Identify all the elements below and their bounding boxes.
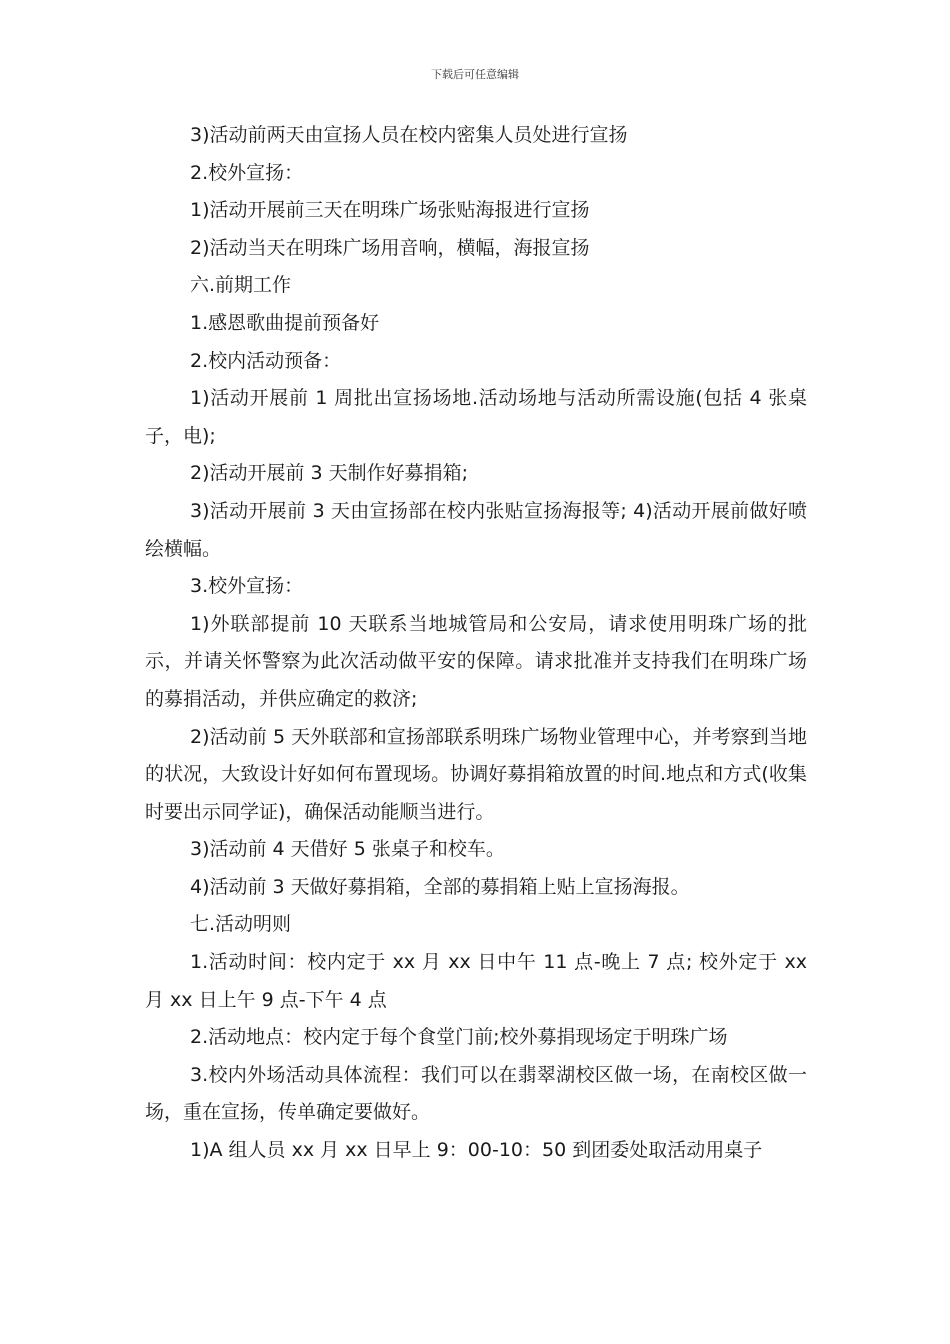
paragraph: 1)A 组人员 xx 月 xx 日早上 9：00-10：50 到团委处取活动用桌子 (190, 1139, 763, 1162)
paragraph: 1.感恩歌曲提前预备好 (190, 311, 380, 334)
paragraph: 3.校外宣扬： (190, 575, 304, 598)
paragraph: 2.活动地点：校内定于每个食堂门前;校外募捐现场定于明珠广场 (190, 1026, 728, 1049)
paragraph: 1)活动开展前 1 周批出宣扬场地.活动场地与活动所需设施(包括 4 张桌子，电); (145, 387, 807, 447)
paragraph: 3)活动开展前 3 天由宣扬部在校内张贴宣扬海报等; 4)活动开展前做好喷绘横幅。 (145, 499, 807, 560)
paragraph: 2)活动前 5 天外联部和宣扬部联系明珠广场物业管理中心，并考察到当地的状况，大致设计好如何布置现场。协调好募捐箱放置的时间.地点和方式(收集时要出示同学证)，确保活动能顺当进行。 (145, 725, 807, 823)
section-heading: 六.前期工作 (190, 274, 292, 297)
paragraph: 2.校外宣扬： (190, 161, 304, 184)
paragraph: 2)活动开展前 3 天制作好募捐箱; (190, 462, 469, 485)
paragraph: 1.活动时间：校内定于 xx 月 xx 日中午 11 点-晚上 7 点; 校外定于 xx 月 xx 日上午 9 点-下午 4 点 (145, 951, 807, 1011)
paragraph: 3)活动前两天由宣扬人员在校内密集人员处进行宣扬 (190, 124, 628, 146)
document-body (145, 117, 807, 1170)
paragraph: 1)外联部提前 10 天联系当地城管局和公安局，请求使用明珠广场的批示，并请关怀警察为此次活动做平安的保障。请求批准并支持我们在明珠广场的募捐活动，并供应确定的救济; (145, 612, 807, 710)
section-heading: 七.活动明则 (190, 913, 292, 936)
paragraph: 3)活动前 4 天借好 5 张桌子和校车。 (190, 838, 505, 861)
paragraph: 1)活动开展前三天在明珠广场张贴海报进行宣扬 (190, 199, 590, 222)
paragraph: 2)活动当天在明珠广场用音响，横幅，海报宣扬 (190, 236, 590, 259)
paragraph: 2.校内活动预备： (190, 349, 342, 372)
paragraph: 3.校内外场活动具体流程：我们可以在翡翠湖校区做一场，在南校区做一场，重在宣扬，传单确定要做好。 (145, 1063, 807, 1124)
paragraph: 4)活动前 3 天做好募捐箱，全部的募捐箱上贴上宣扬海报。 (190, 875, 690, 898)
page-header: 下载后可任意编辑 (431, 68, 519, 81)
